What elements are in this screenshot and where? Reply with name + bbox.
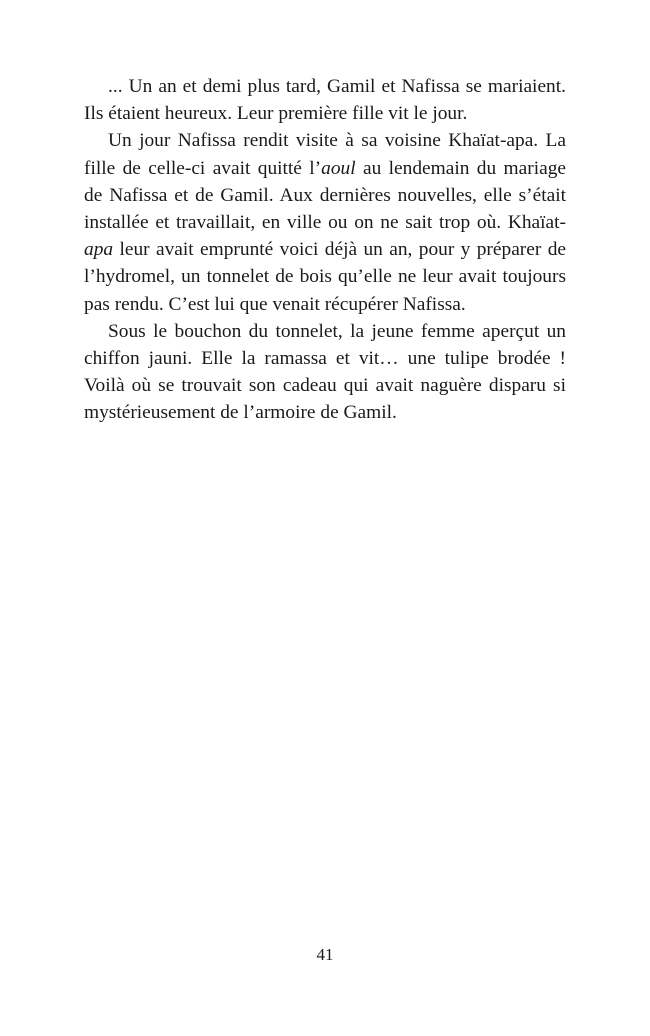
body-text bbox=[84, 73, 566, 427]
paragraph-1 bbox=[84, 73, 566, 127]
page-number: 41 bbox=[316, 945, 334, 964]
paragraph-2-text-c: leur avait emprunté voici déjà un an, pour y préparer de l’hydromel, un tonnelet de bois qu’elle ne leur avait toujours pas rendu. C’est lui que venait récupérer Nafissa. bbox=[84, 239, 566, 315]
paragraph-3 bbox=[84, 318, 566, 427]
italic-word-aoul: aoul bbox=[321, 157, 356, 179]
paragraph-3-text: Sous le bouchon du tonnelet, la jeune femme aperçut un chiffon jauni. Elle la ramassa et vit… une tulipe brodée ! Voilà où se trouvait son cadeau qui avait naguère disparu si mystérieusement de l’armoire de Gamil. bbox=[84, 320, 566, 424]
paragraph-2-text-b: au lendemain du mariage de Nafissa et de Gamil. Aux dernières nouvelles, elle s’était installée et travaillait, en ville ou on ne sait trop où. Khaïat- bbox=[84, 157, 566, 234]
italic-word-apa: apa bbox=[84, 239, 114, 261]
paragraph-2 bbox=[84, 127, 566, 317]
paragraph-2-text-a: Un jour Nafissa rendit visite à sa voisine Khaïat-apa. La fille de celle-ci avait quitté l’ bbox=[84, 130, 566, 179]
paragraph-1-text: ... Un an et demi plus tard, Gamil et Nafissa se mariaient. Ils étaient heureux. Leur première fille vit le jour. bbox=[84, 76, 566, 125]
